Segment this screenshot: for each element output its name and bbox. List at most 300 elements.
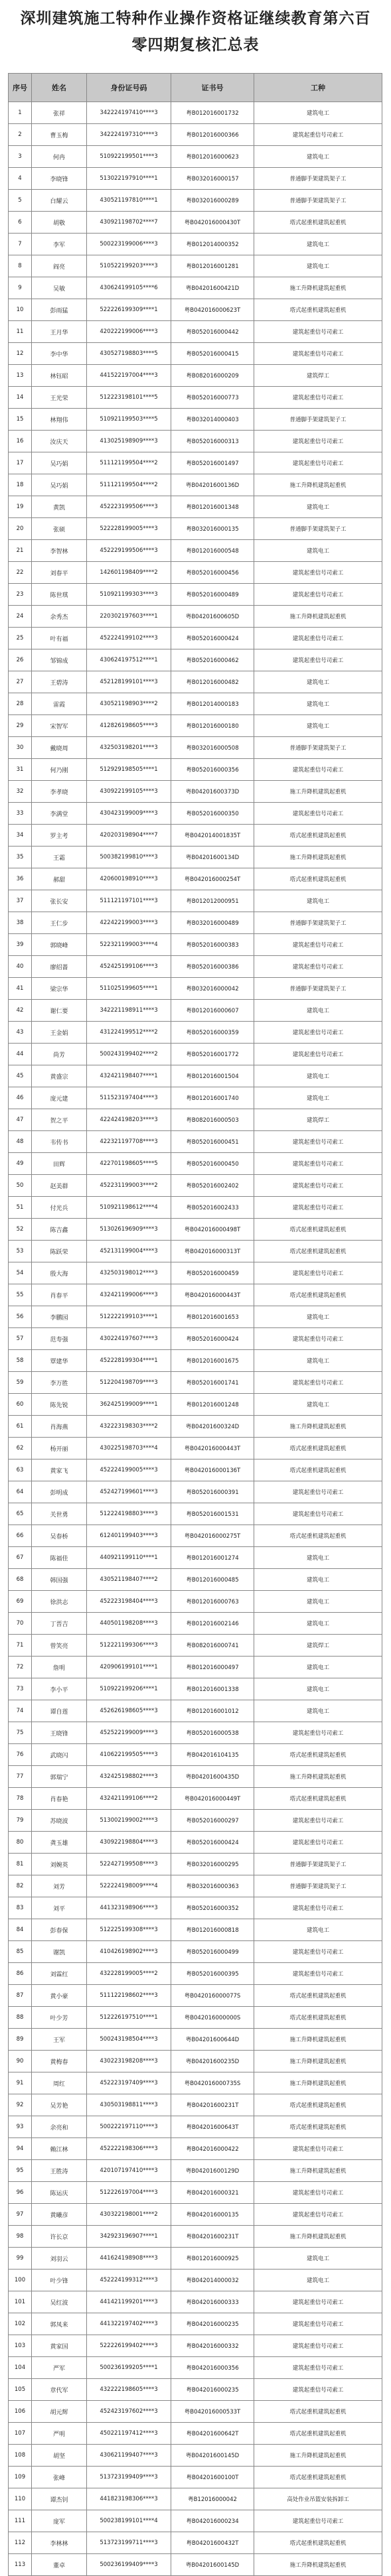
cell-job-type: 塔式起重机建筑起重机 [254, 2007, 382, 2029]
cell-index: 70 [9, 1613, 32, 1635]
cell-index: 40 [9, 956, 32, 978]
cell-name: 李智林 [32, 540, 87, 562]
cell-job-type: 施工升降机建筑起重机 [254, 2051, 382, 2072]
cell-index: 24 [9, 606, 32, 628]
cell-certificate-number: 粤B04201600231T [171, 2094, 254, 2116]
cell-index: 26 [9, 649, 32, 671]
cell-id-number: 430225198703****4 [87, 1438, 171, 1459]
table-row [9, 1788, 382, 1810]
cell-id-number: 432228199005****2 [87, 1963, 171, 1985]
cell-certificate-number: 粤B04201600644D [171, 2029, 254, 2051]
cell-id-number: 342224197410****3 [87, 102, 171, 124]
cell-name: 叶有福 [32, 628, 87, 649]
cell-index: 39 [9, 934, 32, 956]
cell-id-number: 452423197602****3 [87, 2401, 171, 2423]
table-row [9, 168, 382, 190]
cell-index: 28 [9, 693, 32, 715]
cell-certificate-number: 粤B04201600324D [171, 1416, 254, 1438]
cell-name: 王霜 [32, 847, 87, 868]
page-title: 深圳建筑施工特种作业操作资格证继续教育第六百零四期复核汇总表 [20, 9, 371, 54]
table-row [9, 1219, 382, 1241]
cell-name: 张硕 [32, 518, 87, 540]
cell-id-number: 430223198208****3 [87, 2051, 171, 2072]
cell-id-number: 522226199402****3 [87, 2335, 171, 2357]
cell-name: 彭明成 [32, 1481, 87, 1503]
cell-name: 王金娟 [32, 1022, 87, 1044]
cell-index: 43 [9, 1022, 32, 1044]
cell-id-number: 510921199503****5 [87, 409, 171, 431]
cell-name: 谢仁要 [32, 1000, 87, 1022]
cell-index: 31 [9, 759, 32, 781]
cell-name: 黄梅春 [32, 2051, 87, 2072]
cell-index: 15 [9, 409, 32, 431]
cell-job-type: 建筑起重信号司索工 [254, 562, 382, 584]
cell-name: 李军 [32, 234, 87, 255]
cell-name: 王光荣 [32, 387, 87, 409]
cell-certificate-number: 粤B04201600145D [171, 2554, 254, 2576]
header-job-type: 工种 [254, 74, 382, 102]
cell-certificate-number: 粤B042016000235 [171, 2313, 254, 2335]
table-row [9, 2116, 382, 2138]
cell-id-number: 430521197810****1 [87, 190, 171, 212]
cell-job-type: 建筑起重信号司索工 [254, 1941, 382, 1963]
cell-index: 106 [9, 2401, 32, 2423]
cell-index: 35 [9, 847, 32, 868]
cell-index: 27 [9, 671, 32, 693]
cell-index: 101 [9, 2291, 32, 2313]
cell-id-number: 431224199512****2 [87, 1022, 171, 1044]
cell-certificate-number: 粤B042016000735S [171, 2072, 254, 2094]
cell-id-number: 441322197402****3 [87, 2313, 171, 2335]
cell-certificate-number: 粤B04201600235D [171, 2051, 254, 2072]
cell-job-type: 塔式起重机建筑起重机 [254, 299, 382, 321]
cell-index: 99 [9, 2248, 32, 2270]
cell-id-number: 412826198605****3 [87, 715, 171, 737]
cell-certificate-number: 粤B042016000136T [171, 1459, 254, 1481]
cell-id-number: 522224198009****4 [87, 1875, 171, 1897]
cell-id-number: 422422199003****3 [87, 912, 171, 934]
cell-index: 97 [9, 2204, 32, 2226]
table-row [9, 584, 382, 606]
table-row [9, 1985, 382, 2007]
table-row [9, 2248, 382, 2270]
cell-name: 李孝晓 [32, 781, 87, 803]
cell-name: 黄盛宗 [32, 1065, 87, 1087]
cell-id-number: 510922199501****3 [87, 146, 171, 168]
cell-id-number: 342221198911****3 [87, 1000, 171, 1022]
cell-id-number: 142601198409****2 [87, 562, 171, 584]
header-id-number: 身份证号码 [87, 74, 171, 102]
cell-index: 105 [9, 2379, 32, 2401]
cell-id-number: 430621199407****3 [87, 2445, 171, 2467]
table-row [9, 1547, 382, 1569]
cell-index: 79 [9, 1810, 32, 1832]
cell-id-number: 410622199505****3 [87, 1744, 171, 1766]
cell-index: 104 [9, 2357, 32, 2379]
cell-index: 55 [9, 1284, 32, 1306]
cell-id-number: 430624199105****6 [87, 277, 171, 299]
cell-name: 徐洪志 [32, 1591, 87, 1613]
cell-index: 69 [9, 1591, 32, 1613]
cell-certificate-number: 粤B012016000818 [171, 1919, 254, 1941]
cell-certificate-number: 粤B052016000391 [171, 1481, 254, 1503]
cell-job-type: 高处作业吊篮安装拆卸工 [254, 2488, 382, 2510]
cell-certificate-number: 粤B052016000442 [171, 321, 254, 343]
cell-id-number: 510921199303****3 [87, 584, 171, 606]
cell-certificate-number: 粤B052016002402 [171, 1175, 254, 1197]
cell-certificate-number: 粤B052016000313 [171, 431, 254, 452]
table-row [9, 1591, 382, 1613]
cell-id-number: 513723199711****3 [87, 2532, 171, 2554]
table-row [9, 2094, 382, 2116]
cell-index: 48 [9, 1131, 32, 1153]
cell-job-type: 施工升降机建筑起重机 [254, 847, 382, 868]
cell-certificate-number: 粤B012016001504 [171, 1065, 254, 1087]
cell-certificate-number: 粤B012016001675 [171, 1350, 254, 1372]
cell-name: 余亮和 [32, 2116, 87, 2138]
cell-index: 6 [9, 212, 32, 234]
cell-id-number: 432222198605****3 [87, 2379, 171, 2401]
cell-index: 58 [9, 1350, 32, 1372]
cell-name: 王月华 [32, 321, 87, 343]
cell-job-type: 建筑电工 [254, 1306, 382, 1328]
cell-job-type: 塔式起重机建筑起重机 [254, 868, 382, 890]
cell-name: 黄家国 [32, 2335, 87, 2357]
cell-id-number: 452224199102****3 [87, 628, 171, 649]
cell-name: 陈运庆 [32, 2182, 87, 2204]
cell-id-number: 430521198407****2 [87, 1569, 171, 1591]
cell-id-number: 432425198802****3 [87, 1766, 171, 1788]
cell-id-number: 512221199306****3 [87, 1635, 171, 1657]
cell-job-type: 施工升降机建筑起重机 [254, 606, 382, 628]
table-row [9, 518, 382, 540]
cell-certificate-number: 粤B042016000533T [171, 2401, 254, 2423]
cell-certificate-number: 粤B012016001281 [171, 255, 254, 277]
cell-certificate-number: 粤B032014000403 [171, 409, 254, 431]
cell-certificate-number: 粤B012016001012 [171, 1700, 254, 1722]
cell-certificate-number: 粤B032016000042 [171, 978, 254, 1000]
cell-job-type: 建筑电工 [254, 1000, 382, 1022]
cell-certificate-number: 粤B052016000424 [171, 1328, 254, 1350]
table-row [9, 1875, 382, 1897]
cell-name: 贺之平 [32, 1109, 87, 1131]
cell-job-type: 建筑起重信号司索工 [254, 2379, 382, 2401]
cell-job-type: 建筑起重信号司索工 [254, 1722, 382, 1744]
table-row [9, 737, 382, 759]
cell-id-number: 452222198306****3 [87, 2138, 171, 2160]
cell-certificate-number: 粤B052016001531 [171, 1503, 254, 1525]
table-row [9, 715, 382, 737]
cell-job-type: 建筑起重信号司索工 [254, 2335, 382, 2357]
cell-name: 郝甜 [32, 868, 87, 890]
cell-certificate-number: 粤B052016000462 [171, 649, 254, 671]
cell-id-number: 510522199203****3 [87, 255, 171, 277]
table-row [9, 2072, 382, 2094]
cell-id-number: 512222199103****1 [87, 1306, 171, 1328]
cell-name: 刘霖红 [32, 1963, 87, 1985]
cell-job-type: 建筑电工 [254, 715, 382, 737]
cell-name: 郭凤来 [32, 2313, 87, 2335]
cell-id-number: 342923196907****1 [87, 2226, 171, 2248]
cell-certificate-number: 粤B12016000042 [171, 2488, 254, 2510]
table-row [9, 1087, 382, 1109]
cell-index: 45 [9, 1065, 32, 1087]
cell-job-type: 普通脚手架建筑架子工 [254, 168, 382, 190]
cell-name: 王碧涛 [32, 671, 87, 693]
cell-job-type: 建筑焊工 [254, 1109, 382, 1131]
cell-certificate-number: 粤B042016000333 [171, 2291, 254, 2313]
cell-index: 49 [9, 1153, 32, 1175]
cell-certificate-number: 粤B032016000489 [171, 912, 254, 934]
table-row [9, 1810, 382, 1832]
table-row [9, 1153, 382, 1175]
table-row [9, 847, 382, 868]
cell-id-number: 513723199409****3 [87, 2467, 171, 2488]
cell-index: 83 [9, 1897, 32, 1919]
table-row [9, 606, 382, 628]
cell-certificate-number: 粤B042016000430T [171, 212, 254, 234]
cell-id-number: 512224198803****3 [87, 1503, 171, 1525]
cell-index: 89 [9, 2029, 32, 2051]
header-index: 序号 [9, 74, 32, 102]
cell-name: 黄家飞 [32, 1459, 87, 1481]
cell-id-number: 500236199409****3 [87, 2554, 171, 2576]
cell-name: 郭晓峰 [32, 934, 87, 956]
cell-job-type: 建筑电工 [254, 693, 382, 715]
cell-certificate-number: 粤B042016000449T [171, 1788, 254, 1810]
cell-job-type: 建筑电工 [254, 1569, 382, 1591]
cell-certificate-number: 粤B012016001338 [171, 1678, 254, 1700]
cell-name: 叶少芳 [32, 2007, 87, 2029]
cell-index: 86 [9, 1963, 32, 1985]
cell-index: 38 [9, 912, 32, 934]
cell-job-type: 建筑电工 [254, 1613, 382, 1635]
table-row [9, 496, 382, 518]
cell-certificate-number: 粤B042016000254T [171, 868, 254, 890]
table-row [9, 1459, 382, 1481]
cell-name: 黄小豪 [32, 1985, 87, 2007]
review-summary-table [8, 73, 382, 2576]
cell-id-number: 452522199009****3 [87, 1722, 171, 1744]
cell-name: 肖春艳 [32, 1788, 87, 1810]
cell-job-type: 建筑起重信号司索工 [254, 1022, 382, 1044]
cell-job-type: 塔式起重机建筑起重机 [254, 2423, 382, 2445]
table-row [9, 1854, 382, 1875]
cell-name: 张祥 [32, 102, 87, 124]
cell-job-type: 建筑起重信号司索工 [254, 759, 382, 781]
cell-certificate-number: 粤B042016000623T [171, 299, 254, 321]
table-row [9, 2160, 382, 2182]
cell-index: 4 [9, 168, 32, 190]
cell-name: 吴红波 [32, 2291, 87, 2313]
table-row [9, 1963, 382, 1985]
cell-certificate-number: 粤B052016000459 [171, 1262, 254, 1284]
cell-name: 黄凯 [32, 496, 87, 518]
cell-job-type: 建筑起重信号司索工 [254, 1963, 382, 1985]
cell-job-type: 建筑起重信号司索工 [254, 2138, 382, 2160]
cell-id-number: 430922199105****3 [87, 781, 171, 803]
cell-index: 20 [9, 518, 32, 540]
cell-id-number: 452128199101****3 [87, 671, 171, 693]
table-row [9, 1350, 382, 1372]
cell-certificate-number: 粤B04201600435D [171, 1766, 254, 1788]
table-row [9, 2313, 382, 2335]
cell-index: 109 [9, 2467, 32, 2488]
cell-index: 25 [9, 628, 32, 649]
cell-job-type: 塔式起重机建筑起重机 [254, 2094, 382, 2116]
cell-certificate-number: 粤B04201600129D [171, 2160, 254, 2182]
cell-certificate-number: 粤B052016001497 [171, 452, 254, 474]
cell-name: 吴春桥 [32, 1525, 87, 1547]
cell-job-type: 施工升降机建筑起重机 [254, 2554, 382, 2576]
cell-job-type: 建筑电工 [254, 1547, 382, 1569]
cell-certificate-number: 粤B052016000489 [171, 584, 254, 606]
cell-certificate-number: 粤B042016000443T [171, 1438, 254, 1459]
cell-index: 41 [9, 978, 32, 1000]
cell-job-type: 普通脚手架建筑架子工 [254, 1854, 382, 1875]
cell-name: 严明 [32, 2423, 87, 2445]
cell-job-type: 建筑焊工 [254, 365, 382, 387]
table-row [9, 2007, 382, 2029]
cell-certificate-number: 粤B052016002433 [171, 1197, 254, 1219]
cell-id-number: 500382199810****3 [87, 847, 171, 868]
cell-id-number: 422701198605****5 [87, 1153, 171, 1175]
cell-id-number: 512929198505****1 [87, 759, 171, 781]
cell-name: 何冉 [32, 146, 87, 168]
cell-name: 刘婉英 [32, 1854, 87, 1875]
cell-name: 刘平 [32, 1897, 87, 1919]
cell-name: 黄曦彦 [32, 2204, 87, 2226]
cell-certificate-number: 粤B052016000356 [171, 759, 254, 781]
cell-job-type: 塔式起重机建筑起重机 [254, 1438, 382, 1459]
cell-index: 60 [9, 1394, 32, 1416]
cell-job-type: 普通脚手架建筑架子工 [254, 737, 382, 759]
cell-certificate-number: 粤B042016000321 [171, 2182, 254, 2204]
cell-name: 曾笑亮 [32, 1635, 87, 1657]
table-row [9, 102, 382, 124]
table-body [9, 102, 382, 2576]
cell-job-type: 普通脚手架建筑架子工 [254, 1875, 382, 1897]
cell-job-type: 普通脚手架建筑架子工 [254, 912, 382, 934]
cell-certificate-number: 粤B042016000275T [171, 1525, 254, 1547]
cell-id-number: 452131199004****3 [87, 1241, 171, 1262]
cell-job-type: 塔式起重机建筑起重机 [254, 2116, 382, 2138]
cell-certificate-number: 粤B012016000548 [171, 540, 254, 562]
cell-index: 53 [9, 1241, 32, 1262]
cell-id-number: 513026196909****3 [87, 1219, 171, 1241]
cell-id-number: 510921198612****4 [87, 1197, 171, 1219]
cell-id-number: 513002199002****3 [87, 1810, 171, 1832]
table-row [9, 1241, 382, 1262]
cell-id-number: 450221197412****3 [87, 2423, 171, 2445]
cell-certificate-number: 粤B052016000350 [171, 803, 254, 825]
table-row [9, 474, 382, 496]
cell-index: 73 [9, 1678, 32, 1700]
cell-id-number: 511523197404****3 [87, 1087, 171, 1109]
cell-name: 吴巧娟 [32, 474, 87, 496]
cell-name: 李中华 [32, 343, 87, 365]
table-row [9, 1503, 382, 1525]
cell-index: 1 [9, 102, 32, 124]
cell-name: 吴芳艳 [32, 2094, 87, 2116]
cell-job-type: 塔式起重机建筑起重机 [254, 825, 382, 847]
cell-index: 66 [9, 1525, 32, 1547]
cell-id-number: 612401199403****3 [87, 1525, 171, 1547]
cell-certificate-number: 粤B052016000383 [171, 934, 254, 956]
cell-index: 77 [9, 1766, 32, 1788]
table-header-row [9, 74, 382, 102]
cell-id-number: 452229199506****3 [87, 540, 171, 562]
cell-job-type: 施工升降机建筑起重机 [254, 781, 382, 803]
table-row [9, 431, 382, 452]
cell-certificate-number: 粤B042016000000S [171, 2007, 254, 2029]
cell-index: 93 [9, 2116, 32, 2138]
cell-id-number: 420906199101****1 [87, 1657, 171, 1678]
table-row [9, 1000, 382, 1022]
table-row [9, 671, 382, 693]
cell-id-number: 512225199308****3 [87, 1919, 171, 1941]
cell-id-number: 441323198906****3 [87, 1897, 171, 1919]
cell-name: 雷霞 [32, 693, 87, 715]
table-row [9, 2532, 382, 2554]
cell-index: 92 [9, 2094, 32, 2116]
table-row [9, 1372, 382, 1394]
cell-name: 叶少锋 [32, 2270, 87, 2291]
table-row [9, 1635, 382, 1657]
cell-index: 78 [9, 1788, 32, 1810]
cell-index: 30 [9, 737, 32, 759]
cell-job-type: 建筑起重信号司索工 [254, 2291, 382, 2313]
cell-certificate-number: 粤B04201600605D [171, 606, 254, 628]
cell-name: 李鹏园 [32, 1306, 87, 1328]
cell-certificate-number: 粤B012016001274 [171, 1547, 254, 1569]
cell-id-number: 500222197110****3 [87, 2116, 171, 2138]
cell-job-type: 建筑起重信号司索工 [254, 1153, 382, 1175]
cell-name: 谭自莲 [32, 1700, 87, 1722]
cell-certificate-number: 粤B012014000183 [171, 693, 254, 715]
table-row [9, 387, 382, 409]
cell-index: 102 [9, 2313, 32, 2335]
table-row [9, 868, 382, 890]
table-row [9, 2270, 382, 2291]
cell-name: 韩国强 [32, 1569, 87, 1591]
table-row [9, 1394, 382, 1416]
cell-index: 85 [9, 1941, 32, 1963]
cell-name: 张长安 [32, 890, 87, 912]
cell-index: 2 [9, 124, 32, 146]
table-row [9, 781, 382, 803]
cell-index: 95 [9, 2160, 32, 2182]
cell-id-number: 512204198709****3 [87, 1372, 171, 1394]
cell-id-number: 430921198702****7 [87, 212, 171, 234]
table-row [9, 1722, 382, 1744]
table-row [9, 1284, 382, 1306]
cell-certificate-number: 粤B052016000773 [171, 387, 254, 409]
cell-job-type: 建筑起重信号司索工 [254, 452, 382, 474]
cell-index: 11 [9, 321, 32, 343]
cell-index: 29 [9, 715, 32, 737]
cell-index: 112 [9, 2532, 32, 2554]
cell-name: 关世勇 [32, 1503, 87, 1525]
cell-id-number: 511025199605****1 [87, 978, 171, 1000]
cell-name: 苏晓波 [32, 1810, 87, 1832]
table-row [9, 2379, 382, 2401]
cell-name: 董卓 [32, 2554, 87, 2576]
table-row [9, 190, 382, 212]
cell-name: 谭杰钊 [32, 2488, 87, 2510]
cell-certificate-number: 粤B012016001732 [171, 102, 254, 124]
cell-job-type: 塔式起重机建筑起重机 [254, 1241, 382, 1262]
